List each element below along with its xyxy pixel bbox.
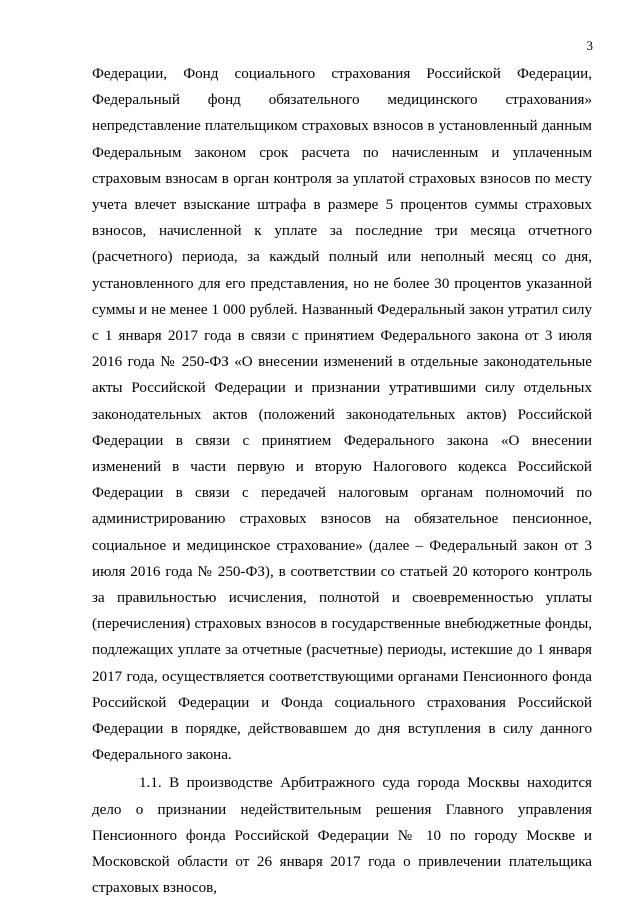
- paragraph-continuation: Федерации, Фонд социального страхования Российской Федерации, Федеральный фонд обязательного медицинского страхования» непредставление плательщиком страховых взносов в установленный данным Федеральным законом срок расчета по начисленным и уплаченным страховым взносам в орган контроля за уплатой страховых взносов по месту учета влечет взыскание штрафа в размере 5 процентов суммы страховых взносов, начисленной к уплате за последние три месяца отчетного (расчетного) периода, за каждый полный или неполный месяц со дня, установленного для его представления, но не более 30 процентов указанной суммы и не менее 1 000 рублей. Названный Федеральный закон утратил силу с 1 января 2017 года в связи с принятием Федерального закона от 3 июля 2016 года № 250-ФЗ «О внесении изменений в отдельные законодательные акты Российской Федерации и признании утратившими силу отдельных законодательных актов (положений законодательных актов) Российской Федерации в связи с принятием Федерального закона «О внесении изменений в части первую и вторую Налогового кодекса Российской Федерации в связи с передачей налоговым органам полномочий по администрированию страховых взносов на обязательное пенсионное, социальное и медицинское страхование» (далее – Федеральный закон от 3 июля 2016 года № 250-ФЗ), в соответствии со статьей 20 которого контроль за правильностью исчисления, полнотой и своевременностью уплаты (перечисления) страховых взносов в государственные внебюджетные фонды, подлежащих уплате за отчетные (расчетные) периоды, истекшие до 1 января 2017 года, осуществляется соответствующими органами Пенсионного фонда Российской Федерации и Фонда социального страхования Российской Федерации в порядке, действовавшем до дня вступления в силу данного Федерального закона.: [92, 66, 592, 764]
- document-body: [92, 61, 592, 902]
- paragraph-section-1-1: 1.1. В производстве Арбитражного суда города Москвы находится дело о признании недействительным решения Главного управления Пенсионного фонда Российской Федерации № 10 по городу Москве и Московской области от 26 января 2017 года о привлечении плательщика страховых взносов,: [92, 775, 592, 897]
- page-number: 3: [586, 38, 593, 53]
